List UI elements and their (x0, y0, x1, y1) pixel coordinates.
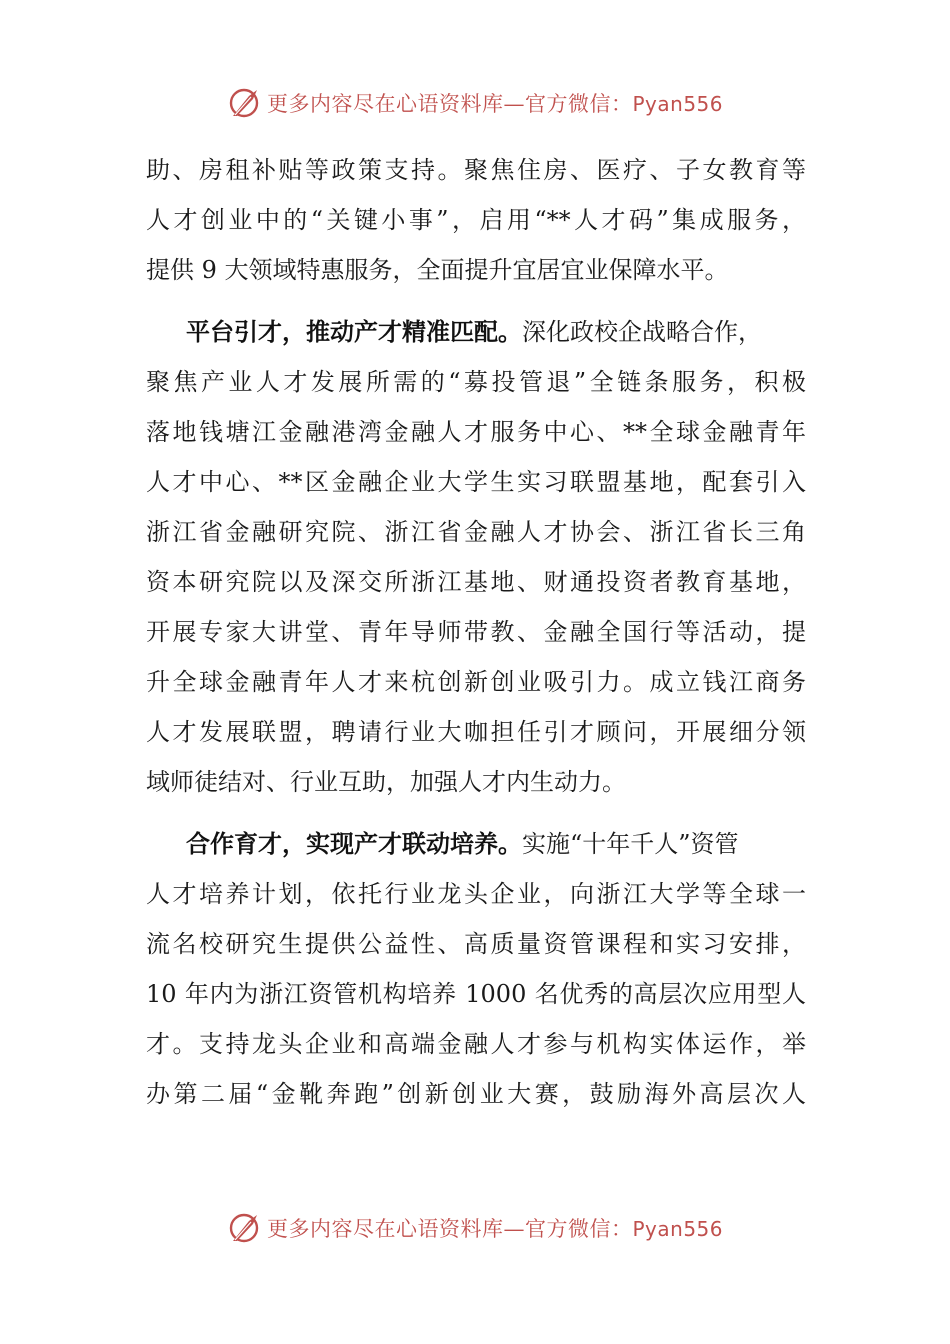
header-watermark (0, 83, 950, 123)
paragraph-heading: 平台引才，推动产才精准匹配。 (186, 317, 522, 346)
text-line (146, 819, 806, 869)
text-line: 人才创业中的“关键小事”，启用“**人才码”集成服务， (146, 206, 806, 234)
text-line: 开展专家大讲堂、青年导师带教、金融全国行等活动，提 (146, 618, 806, 646)
paragraph (146, 145, 806, 295)
paragraph (146, 819, 806, 1119)
text-line: 人才发展联盟，聘请行业大咖担任引才顾问，开展细分领 (146, 718, 806, 746)
text-line: 助、房租补贴等政策支持。聚焦住房、医疗、子女教育等 (146, 156, 806, 184)
text-line: 提供 9 大领域特惠服务，全面提升宜居宜业保障水平。 (146, 256, 729, 284)
text-line: 升全球金融青年人才来杭创新创业吸引力。成立钱江商务 (146, 668, 806, 696)
text-line: 人才中心、**区金融企业大学生实习联盟基地，配套引入 (146, 468, 806, 496)
quill-pen-logo-icon (227, 1211, 263, 1245)
watermark-wechat-id: Pyan556 (632, 92, 723, 116)
watermark-cn: 更多内容尽在心语资料库—官方微信： (266, 92, 633, 116)
text-line: 才。支持龙头企业和高端金融人才参与机构实体运作，举 (146, 1030, 806, 1058)
watermark-wechat-id: Pyan556 (632, 1217, 723, 1241)
text-line: 聚焦产业人才发展所需的“募投管退”全链条服务，积极 (146, 368, 806, 396)
text-line: 办第二届“金靴奔跑”创新创业大赛，鼓励海外高层次人 (146, 1080, 806, 1108)
text-line: 人才培养计划，依托行业龙头企业，向浙江大学等全球一 (146, 880, 806, 908)
text-line (146, 307, 806, 357)
text-line: 10 年内为浙江资管机构培养 1000 名优秀的高层次应用型人 (146, 980, 806, 1008)
watermark-text (267, 88, 723, 118)
watermark-text (267, 1213, 723, 1243)
text-segment: 深化政校企战略合作， (522, 318, 762, 346)
text-line: 浙江省金融研究院、浙江省金融人才协会、浙江省长三角 (146, 518, 806, 546)
text-line: 域师徒结对、行业互助，加强人才内生动力。 (146, 768, 626, 796)
watermark-cn: 更多内容尽在心语资料库—官方微信： (266, 1217, 633, 1241)
text-line: 落地钱塘江金融港湾金融人才服务中心、**全球金融青年 (146, 418, 806, 446)
document-body (146, 145, 806, 1119)
paragraph (146, 307, 806, 807)
quill-pen-logo-icon (227, 86, 263, 120)
text-line: 资本研究院以及深交所浙江基地、财通投资者教育基地， (146, 568, 806, 596)
text-line: 流名校研究生提供公益性、高质量资管课程和实习安排， (146, 930, 806, 958)
footer-watermark (0, 1208, 950, 1248)
text-segment: 实施“十年千人”资管 (522, 830, 739, 858)
paragraph-heading: 合作育才，实现产才联动培养。 (186, 829, 522, 858)
